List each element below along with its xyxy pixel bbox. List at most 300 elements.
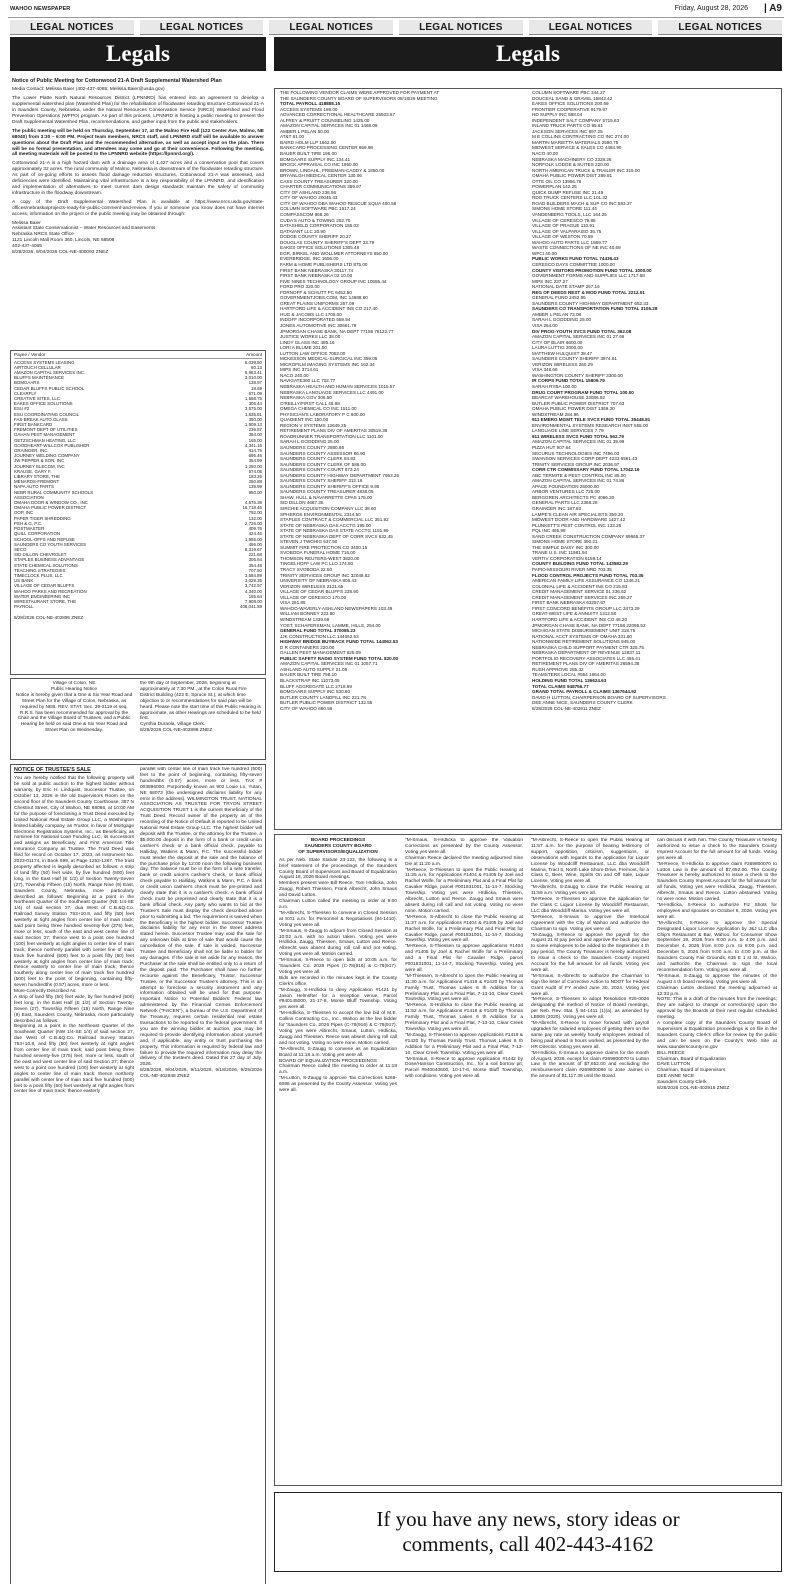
claim-line: VILLAGE OF CEDAR BLUFFS 238.90 <box>280 589 359 595</box>
claim-line: SWANSON SERVICES CORP DEPT 4233 6561.43 <box>532 456 638 462</box>
claim-line: LORI A BLUME 201.50 <box>280 345 327 351</box>
fund-total-line: GRAND TOTAL PAYROLL & CLAIMS 1367644.92 <box>532 689 637 695</box>
payee-amount: 456.00 <box>248 541 262 547</box>
claim-line: VISA 348.66 <box>532 367 558 373</box>
claim-line: NEBRASKA CHILD SUPPORT PAYMENT CTR 325.75 <box>532 644 644 650</box>
claim-line: ARBOR VENTURES LLC 725.00 <box>532 489 600 495</box>
claim-line: GENERAL FUND 2452.95 <box>532 295 586 301</box>
claim-line: NEBRASKA HEALTH AND HUMAN SERVICES 1015.57 <box>280 383 395 389</box>
payee-amount: 2,726.00 <box>244 520 262 526</box>
claim-line: REGION V SYSTEMS 12649.25 <box>280 422 347 428</box>
payee-amount: 707.50 <box>248 567 262 573</box>
news-tip-line-2: comments, call 402-443-4162 <box>402 1532 654 1556</box>
fund-total-line: HIGHWAY BRIDGE BUYBACK FUND TOTAL 144062.53 <box>280 639 398 645</box>
claim-line: AMAZON CAPITAL SERVICES INC 01 27.66 <box>532 334 625 340</box>
claim-line: HARTFORD LIFE & ACCIDENT INS CO 46.20 <box>532 616 628 622</box>
claim-line: DOUGLAS COUNTY SHERIFF'S DEPT 33.79 <box>280 239 375 245</box>
claim-line: VILLAGE OF CERESCO 79.85 <box>532 217 596 223</box>
claim-line: OTTE OIL CO 13956.76 <box>532 178 582 184</box>
claim-line: BUTLER COUNTY LANDFILL INC 221.78 <box>280 694 366 700</box>
payee-name: OOP, INC <box>14 510 34 516</box>
claim-line: SAUNDERS COUNTY COURT 873.24 <box>280 467 359 473</box>
claim-line: THE SAUNDERS COUNTY BOARD OF SUPERVISORS 08/18/26 MEETING <box>280 95 438 101</box>
table-row <box>14 604 262 609</box>
payee-amount: 6,963.41 <box>244 370 262 375</box>
claim-line: BAUER BUILT TIRE 196.00 <box>280 151 337 157</box>
fund-total-line: DRUG COURT PROGRAM FUND TOTAL 100.00 <box>532 389 634 395</box>
payee-amount: 3,742.57 <box>244 583 262 589</box>
colon-notice-left: Village of Colon, NE Public Hearing Notice Notice is hereby given that a One & Six Year Road and Street Plan for the Village of Colon, Nebraska, as required by NEB. REV. STAT. Sec. 39-2119 et seq. R.R.S. has been recommended for approval by the Chair and the Village Board of Trustees, and a Public Hearing be held on said One & Six Year Road and Street Plan on Wednesday, <box>15 681 133 734</box>
claim-line: JONES AUTOMOTIVE INC 30661.78 <box>280 322 357 328</box>
news-tip-line-1: If you have any news, story ideas or <box>376 1507 680 1531</box>
claim-line: APACE FOUNDATION 25000.00 <box>532 483 599 489</box>
claim-line: RUSH APPROVE 285.32 <box>532 666 584 672</box>
payee-amount: 18.69 <box>251 385 262 391</box>
claim-line: EAKES OFFICE SOLUTIONS 1305.48 <box>280 245 360 251</box>
trustee-sale-text: You are hereby notified that the following property will be sold at public auction to the highest bidder without warranty, by Eric H. Lindquist, Successor Trustee, on October 13, 2026 in the old Supervisors Room on the second floor of the Saunders County Courthouse, 387 N Chestnut Street, City of Wahoo, NE 68066, at 10:00 AM for the purpose of foreclosing a Trust Deed executed by United National Real Estate Group LLC, a Washington limited liability company, as Trustor, in favor of Mortgage Electronic Registration Systems, Inc., as Beneficiary, as nominee for National Loan Funding LLC, its successors and assigns as Beneficiary, and First American Title Insurance Company as Trustee. The Trust Deed was filed for record on October 17, 2023, as Instrument No. 2023-01174, in Book 599, at Page 1252-1267. The trust property affected is legally described as follows: A strip of land fifty (50) feet wide, by five hundred (500) feet long, in the East Half (E 1/2) of Section Twenty-Seven (27), Township Fifteen (15) North, Range Nine (9) East, Saunders County, Nebraska, more particularly described as follows: Beginning at a point in the Northeast Quarter of the Southeast Quarter (NE 1/4-SE 1/4) of said section 27, dua West of C.B.&Q.Co. Railroad Survey Station 753+10.8, and fifty (50) feet westerly at right angles from center line of main track; said point being three hundred seventy-five (375) feet, more or less, south of the east and west center line of said Section 27; thence west to a point one hundred (100) feet westerly at right angles to center line of main track; thence northerly parallel with center line of main track five hundred (500) feet to a point fifty (50) feet westerly at right angles from center line of main track; thence easterly to center line of main track; thence southerly along center line of main track five hundred (500) feet to the point of beginning, containing fifty-seven hundredths (0.57) acres, more or less. More-Correctly Described As: A strip of land fifty (50) feet wide, by five hundred (500) feet long, in the East Half (E 1/2) of Section Twenty-Seven (27), Township Fifteen (15) North, Range Nine (9) East, Saunders County, Nebraska, more particularly described as follows: Beginning at a point in the Northeast Quarter of the Southeast Quarter (NW 1/4-SE 1/4) of said section 27, due West of C.B.&Q.Co. Railroad Survey Station 753+10.8, and fifty (50) feet westerly at right angles from center line of main track; said point being three hundred seventy-five (375) feet, more or less, south of the east and west center line of said Section 27; thence west to a point one hundred (100) feet westerly at right angles to center line of main track; thence northerly parallel with center line of main track five hundred (500) feet to a point fifty (50) feet westerly at right angles from center line of main track; thence easterly <box>14 776 134 1095</box>
claim-line: SECURUS TECHNOLOGIES INC 7496.03 <box>532 450 620 456</box>
claim-line: BLACKSTRAP INC 11073.05 <box>280 677 340 683</box>
claim-line: NATIONWIDE RETIREMENT SOLUTIONS 945.00 <box>532 639 636 645</box>
fund-total-line: COUNTY VISITORS PROMOTION FUND TOTAL 1000.00 <box>532 267 652 273</box>
payee-amount: 4,341.16 <box>244 442 262 448</box>
payee-amount: 250.88 <box>248 479 262 485</box>
fund-total-line: IR CORPS FUND TOTAL 15809.79 <box>532 378 605 384</box>
claim-line: NORFOLK LODGE & SUITES 220.00 <box>532 162 610 168</box>
claim-line: WPCI 40.00 <box>532 250 557 256</box>
claim-line: EVERBRIDGE, INC 1656.00 <box>280 256 339 262</box>
payee-amount: 574.05 <box>248 468 262 474</box>
claim-line: SAND CREEK CONSTRUCTION COMPANY 89665.37 <box>532 533 645 539</box>
payee-name: STAPLES BUSINESS ADVANTAGE <box>14 557 85 563</box>
claim-line: SIRCHIE ACQUISITION COMPANY LLC 38.60 <box>280 506 377 512</box>
payee-amount: 165.00 <box>248 437 262 443</box>
claim-line: AT&T 61.00 <box>280 134 305 140</box>
claim-line: STEVEN J TWOHIG 537.50 <box>280 539 338 545</box>
claim-line: CITY OF WAHOO DBA WAHOO RESCUE SQUA 400.58 <box>280 200 397 206</box>
payee-amount: 305.44 <box>248 401 262 407</box>
payee-column-header: Payee / Vendor <box>14 352 46 357</box>
payee-name: SAUNDERS CO YOUTH SERVICES <box>14 541 87 547</box>
payee-amount: 132.00 <box>248 515 262 521</box>
claim-line: MARTIN MARIETTA MATERIALS 2590.75 <box>532 139 619 145</box>
payee-amount: 139.99 <box>248 484 262 490</box>
watershed-notice <box>12 78 264 346</box>
section-tab: LEGAL NOTICES <box>529 20 653 35</box>
section-tab: LEGAL NOTICES <box>140 20 264 35</box>
claim-line: RDO TRUCK CENTERS LLC 101.32 <box>532 195 608 201</box>
payee-name: GETZSCHMAN HEATING, LLC <box>14 437 76 443</box>
watershed-paragraph: Cottonwood 21-A is a high hazard dam with a drainage area of 1,427 acres and a conservation pool that covers approximately 32 acres. The rural community of Malmo, Nebraska is downstream of the floodwater retarding structure. As part of on-going efforts to assess flood damage reduction structures, Cottonwood 21-A was assessed, and deficiencies were identified. Maintaining vital infrastructure is a key responsibility of the LPNNRD, and identification and implementation of alternatives to meet current dam design standards maintain the safety of community infrastructure in the floodway downstream. <box>12 161 264 196</box>
claim-line: SVOBODA FUNERAL HOME 716.00 <box>280 550 356 556</box>
claim-line: NAVIGATE360 LLC 702.77 <box>280 378 336 384</box>
claim-line: VERIZON WIRELESS 260.29 <box>532 361 593 367</box>
payee-name: EAKES OFFICE SOLUTIONS <box>14 401 73 407</box>
payee-amount: 354.48 <box>248 562 262 568</box>
claim-line: PORTFOLIO RECOVERY ASSOCIATES LLC 455.41 <box>532 655 641 661</box>
claim-line: WINDSTREAM 1339.69 <box>280 616 330 622</box>
claim-line: THOMSON REUTERS-WEST 3820.00 <box>280 555 360 561</box>
claim-line: WILLIAM BONNEY 223.80 <box>280 611 335 617</box>
fund-total-line: REG OF DEEDS REST & MOD FUND TOTAL 2212.01 <box>532 289 645 295</box>
claim-line: DAVID H LUTTON, CHAIRPERSON BOARD OF SUPERVISORS <box>532 694 666 700</box>
section-tab: LEGAL NOTICES <box>10 20 134 35</box>
board-proceedings-col-2: "M-Smaus, S-Hrdlicka to approve the Valuation Corrections as presented by the County Assessor. Voting yes were all. Chairman Reece declared the meeting adjourned Sine Die at 11:20 a.m. "M-Reece, S-Thiessen to open the Public Hearing at 11:25 a.m. for Applications #1404 & #1405 by Joel and Rachel Wolfe, for a Preliminary Plat and a Final Plat for Cavalier Ridge, parcel #001831001, 11-14-7, Stocking Township. Voting yes were Hrdlicka, Thiessen, Albrecht, Lutton and Reece. Zaugg and Smaus were absent during roll call and not voting. Voting no were none. Motion carried. "M-Reece, S-Albrecht to close the Public Hearing at 11:27 a.m. for Applications #1404 & #1405 by Joel and Rachel Wolfe, for a Preliminary Plat and Final Plat for Cavalier Ridge, parcel #001831001, 11-14-7, Stocking Township. Voting yes were all. "M-Reece, S-Thiessen to approve applications #1404 and #1405 by Joel & Rachel Wolfe for a Preliminary and a Final Plat for Cavalier Ridge, parcel #001831001, 11-14-7, Stocking Township. Voting yes were all. "M-Thiessen, S-Albrecht to open the Public Hearing at 11:30 a.m. for Applications #1419 & #1420 by Thomas Family Trust, Thomas Lakes 6 th Addition for a Preliminary Plat and a Final Plat, 7-13-10, Clear Creek Township. Voting yes were all. "M-Reece, S-Hrdlicka to close the Public Hearing at 11:52 a.m. for Applications #1419 & #1420 by Thomas Family Trust, Thomas Lakes 6 th Addition for a Preliminary Plat and a Final Plat, 7-13-10, Clear Creek Township. Voting yes were all. "M-Zaugg, S-Thiessen to approve Applications #1419 & #1420 by Thomas Family Trust, Thomas Lakes 6 th Addition for a Preliminary Plat and a Final Plat, 7-13-10, Clear Creek Township. Voting yes were all. "M-Smaus, S-Reece to approve Application #1442 by Dose/Hanson Construction, Inc., for a soil borrow pit, Parcel #940040600, 10-17-6, Morse Bluff Township, with conditions. Voting yes were all. <box>405 838 523 1080</box>
payee-name: PAYROLL <box>14 604 34 610</box>
trustee-sale-left <box>14 767 134 1582</box>
claim-line: SHAW, HULL & NAVARRETTE CPAS 175.00 <box>280 494 373 500</box>
payee-name: TIMECLOCK PLUS, LLC <box>14 572 63 578</box>
payee-name: BLUFFS MAINTENANCE <box>14 375 65 381</box>
claim-line: SAUNDERS COUNTY HIGHWAY DEPARTMENT 7953.26 <box>280 472 400 478</box>
claim-line: GOVERNMENT FORMS AND SUPPLIES LLC 1717.58 <box>532 273 645 279</box>
payee-amount: 792.00 <box>248 510 262 516</box>
claim-line: ASHLAND AUTO SUPPLY 21.09 <box>280 666 348 672</box>
claim-line: OMAHA PUBLIC POWER DIST 1369.30 <box>532 406 615 412</box>
payee-name: VILLAGE OF CEDAR BLUFFS <box>14 583 75 589</box>
claim-line: NACO 40.00 <box>532 151 559 157</box>
claim-line: JPMORGAN CHASE BANK, NA DEPT 77158 22095.52 <box>532 622 646 628</box>
payee-amount: 138.97 <box>248 380 262 386</box>
claim-line: ABC TERMITE & PEST CONTROL INC 85.00 <box>532 472 626 478</box>
payee-name: ESU COORDINATING COUNCIL <box>14 411 80 417</box>
fund-total-line: PUBLIC WORKS FUND TOTAL 74436.43 <box>532 256 619 262</box>
payee-name: AIRTOUCH CELLULAR <box>14 364 61 370</box>
claim-line: THE FOLLOWING VENDOR CLAIMS WERE APPROVED FOR PAYMENT AT <box>280 90 440 95</box>
address-line: Melissa Baier <box>12 220 41 226</box>
claim-line: HD SUPPLY INC 688.04 <box>532 112 583 118</box>
payee-name: WATER ENGINEERING INC <box>14 593 71 599</box>
section-tabs <box>10 20 782 35</box>
payee-name: STATE CHEMICAL SOLUTIONS <box>14 562 78 568</box>
claim-line: LAURA LUTTIG 2000.00 <box>532 345 583 351</box>
claim-line: SAUNDERS COUNTY SHERIFF'S OFFICE 9.95 <box>280 483 380 489</box>
claim-line: LUTTON LAW OFFICE 7052.00 <box>280 350 346 356</box>
claim-line: TRACY SVOBODA 22.50 <box>280 567 332 573</box>
claim-line: BAUER BUILT TIRE 758.10 <box>280 672 337 678</box>
payee-name: MENARDS-FREMONT <box>14 479 60 485</box>
claim-line: MCKESSON MEDICAL-SURGICAL INC 359.05 <box>280 356 378 362</box>
claim-line: JUSTICE WORKS LLC 38.00 <box>280 334 341 340</box>
claim-line: PQL INC 465.98 <box>532 528 566 534</box>
watershed-address <box>12 221 264 256</box>
claim-line: MICHIGAN STATE DISBURSEMENT UNIT 318.75 <box>532 628 636 634</box>
claim-line: AMAZON CAPITAL SERVICES INC 01 39.99 <box>532 439 625 445</box>
claim-line: SAUNDERS COUNTY SHERIFF 3974.61 <box>532 356 617 362</box>
payee-name: SECO <box>14 546 27 552</box>
claim-line: ROAD BUILDERS MACH & SUP CO INC 593.37 <box>532 200 632 206</box>
claim-line: NEBRASKA.GOV 306.50 <box>280 395 332 401</box>
claim-line: MIPS INC 237.27 <box>532 278 568 284</box>
board-proceedings-col-4: can discuss it with him. The County Treasurer is hereby authorized to issue a check to the Saunders County Imprest Account for the full amount for all funds. Voting yes were all. "M-Reece, S-Hrdlicka to approve claim #269800070 to Lutton Law in the amount of $7,652.00. The County Treasurer is hereby authorized to issue a check to the Saunders County Imprest Account for the full amount for all funds. Voting yes were Hrdlicka, Zaugg, Thiessen, Albrecht, Smaus and Reece. Lutton abstained. Voting no were none. Motion carried. "M-Hrdlicka, S-Reece to authorize Fiz Shots for employees and spouses on October 6, 2026. Voting yes were all. "M-Albrecht, S-Reece to approve the Special Designated Liquor License Application by J&J LLC dba Chip's Restaurant & Bar, Wahoo, for Consumer Show September 19, 2026 from 9:00 a.m. to 4:00 p.m. and December 4, 2026 from 6:00 p.m. to 8:00 p.m. and December 5, 2026 from 9:00 a.m. to 4:00 p.m. at the Saunders County Fair Grounds, 635 E 1 st St, Wahoo, and authorize the Chairman to sign the local recommendation form. Voting yes were all. "M-Smaus, S-Zaugg to approve the minutes of the August 4 th board meeting. Voting yes were all. Chairman Lutton declared the meeting adjourned at 12:33 p.m. NOTE: This is a draft of the minutes from the meetings; they are subject to change or correction(s) upon the approval by the Boards at their next regular scheduled meeting. A complete copy of the Saunders County Board of Supervisors & Equalization proceedings is on file in the Saunders County Clerk's office for review by the public and can be seen on the County's Web Site at www.saunderscounty.ne.gov BILL REECE Chairman, Board of Equalization DAVE LUTTON Chairman, Board of Supervisors DEE ANNE NICE Saunders County Clerk 8/28/2026 COL-NE-402916 ZNEZ <box>657 838 777 1092</box>
claim-line: DEE ANNE NICE, SAUNDERS COUNTY CLERK <box>532 700 633 706</box>
claims-column-1 <box>280 90 526 828</box>
claim-line: CITY OF ASHLAND 236.56 <box>280 189 337 195</box>
claim-line: ACCESS SYSTEMS 189.00 <box>280 106 338 112</box>
claim-line: TRINITY SERVICES GROUP INC 2036.97 <box>532 461 620 467</box>
payee-table-footer: 8/28/2026 COL-NE-402895 ZNEZ <box>14 615 84 621</box>
address-line: 8/28/2026, 9/04/2026 COL-NE-400093 ZNEZ <box>12 250 109 256</box>
watershed-meeting-paragraph: The public meeting will be held on Thursday, September 17, at the Malmo Fire Hall (122 Center Ave, Malmo, NE 68040) from 3:30 – 6:00 PM. Project team members, NRCS staff, and LPNNRD staff will be available to answer questions about the Draft Plan and the recommended alternative, as well as accept input on the plan. There will be no formal presentation, and attendees may come and go at their convenience. Following the meeting, all meeting materials will be posted to the LPNNRD website (https://lpnnrd.org/). <box>12 128 264 158</box>
claim-line: CREDIT MANAGEMENT SERVICES INC 266.27 <box>532 594 633 600</box>
section-tab: LEGAL NOTICES <box>658 20 782 35</box>
claim-line: NACO 240.00 <box>280 372 309 378</box>
payee-amount: 3,584.89 <box>244 572 262 578</box>
payee-amount: 364.00 <box>248 432 262 438</box>
claim-line: NEBRASKA LANGUAGE SERVICES LLC 4491.00 <box>280 389 384 395</box>
payee-amount: 4,340.00 <box>244 588 262 594</box>
claim-line: TEAMSTERS LOCAL #554 1664.00 <box>532 672 606 678</box>
payee-name: BOMGAARS <box>14 380 40 386</box>
claim-line: BERGGREN ARCHITECTS PC 4066.20 <box>532 494 615 500</box>
payee-amount: 950.00 <box>248 489 262 495</box>
payee-name: FAS-BREAK AUTO GLASS <box>14 416 68 422</box>
payee-amount: 8,319.67 <box>244 546 262 552</box>
claim-line: STAPLES CONTRACT & COMMERCIAL LLC 351.92 <box>280 517 389 523</box>
claim-line: FIRST CONCORD BENEFITS GROUP LLC 3473.29 <box>532 605 640 611</box>
claim-line: DATASHIELD CORPORATION 155.03 <box>280 223 359 229</box>
claim-line: BANKCARD PROCESSING CENTER 669.98 <box>280 145 373 151</box>
claim-line: AMAZON CAPITAL SERVICES INC 01 74.86 <box>532 478 625 484</box>
payee-table-header <box>14 352 262 359</box>
claim-line: PAPIO-MISSOURI RIVER NRD 703.35 <box>532 567 612 573</box>
payee-amount: 414.75 <box>248 448 262 454</box>
claim-line: HARTFORD LIFE & ACCIDENT INS CO 217.40 <box>280 306 378 312</box>
payee-rows <box>14 360 262 610</box>
claim-line: PIZZA HUT 907.64 <box>532 445 571 450</box>
payee-name: OMAHA PUBLIC POWER DISTRICT <box>14 505 87 511</box>
claim-line: CUDA'S AUTO & TOWING 252.70 <box>280 217 351 223</box>
page-number: | A9 <box>763 3 782 14</box>
claim-line: AMAZON CAPITAL SERVICES INC 01 1468.09 <box>280 123 378 129</box>
payee-name: AMAZON CAPITAL SERVICES INC. <box>14 370 86 375</box>
claim-line: QUICK DUMP REFUSE INC 31.49 <box>532 189 604 195</box>
claim-line: GENERAL PARTS LLC 2368.28 <box>532 500 598 506</box>
claim-line: GALLEN PEST MANAGEMENT 625.09 <box>280 650 361 656</box>
claim-line: JPMORGAN CHASE BANK, NA DEPT 77158 78122.77 <box>280 328 394 334</box>
claim-line: SAUNDERS COUNTY TREASURER 4838.05 <box>280 489 374 495</box>
claim-line: SARAH L GOODDING 25.00 <box>532 317 592 323</box>
claim-line: ALFREY & PRUITT COUNSELING 1425.00 <box>280 117 370 123</box>
fund-total-line: PUBLIC SAFETY RADIO SYSTEM FUND TOTAL 820.00 <box>280 655 399 661</box>
claim-line: SAUNDERS COUNTY 2880.86 <box>280 445 344 450</box>
claim-line: OMAHA PUBLIC POWER DIST 289.81 <box>532 173 613 179</box>
claim-line: NORTH AMERICAN TRUCK & TRAILER INC 315.00 <box>532 167 640 173</box>
claim-line: BAIRD HOLM LLP 1662.00 <box>280 139 336 145</box>
payee-amount: 409.76 <box>248 526 262 532</box>
payee-table <box>14 352 262 672</box>
claim-line: BRYANLGH MEDICAL CENTER 130.06 <box>280 173 362 179</box>
amount-column-header: Amount <box>246 352 262 357</box>
board-proceedings-col-1 <box>279 838 397 1483</box>
claim-line: PLUNKETT'S PEST CONTROL INC 133.26 <box>532 522 622 528</box>
payee-amount: 4,676.38 <box>244 500 262 506</box>
payee-amount: 60.13 <box>251 364 262 370</box>
payee-amount: 350.00 <box>248 416 262 422</box>
payee-amount: 221.68 <box>248 552 262 558</box>
payee-name: PSH & G, P.C. <box>14 520 43 526</box>
claim-line: DODGE COUNTY SHERIFF 20.27 <box>280 234 352 240</box>
trustee-sale-right: parallel with center line of main track five hundred (500) feet to the point of beginning, containing fifty-seven hundredths (0.57) acres, more or less. TAX # 003896000. Purportedly known as 902 Louie Ln, Yutan, NE 68073 (the undersigned disclaims liability for any error in the address). WILMINGTON TRUST, NATIONAL ASSOCIATION AS TRUSTEE FOR TRYON STREET ACQUISITION TRUST 1 is the current Beneficiary of the Trust Deed. Record owner of the property as of the recording of the Notice of Default is reported to be United National Real Estate Group LLC. The highest bidder will deposit with the Trustee, or the attorney for the Trustee, a $5,000.00 deposit in the form of a bank or credit union cashier's check or a bank official check, payable to Halliday, Watkins & Mann, P.C. The successful bidder must tender the deposit at the sale and the balance of the purchase price by 12:00 noon the following business day. The balance must be in the form of a wire transfer, bank or credit union's cashier's check, or bank official check payable to Halliday, Watkins & Mann, P.C. A bank or credit union cashier's check must be pre-printed and clearly state that it is a cashier's check. A bank official check must be preprinted and clearly state that it is a bank official check. Any party who wants to bid at the Trustee's Sale must display the check described above prior to submitting a bid. The requirement is waived when the Beneficiary is the highest bidder. Successor Trustee disclaims liability for any error in the street address stated herein. Successor Trustee may void the sale for any unknown bids at time of sale that would cause the cancellation of the sale. If sale is voided, Successor Trustee and Beneficiary shall not be liable to bidder for any damages. If the sale is set aside for any reason, the Purchaser at the sale shall be entitled only to a return of the deposit paid. The Purchaser shall have no further recourse against the Beneficiary, Trustor, Successor Trustee, or the Successor Trustee's attorney. This is an attempt to foreclose a security instrument and any information obtained will be used for that purpose. Important Notice to Potential Bidders: Federal law administered by the Financial Crimes Enforcement Network ("FinCEN"), a bureau of the U.S. Department of the Treasury, requires certain residential real estate transactions to be reported to the federal government. If you are the winning bidder at auction, you may be required to provide identifying information about yourself and, if applicable, any entity or trust purchasing the property. This information is required by federal law and failure to provide the required information may delay the delivery of the trustee's deed. Dated this 27 day of July, 2026. 8/28/2026, 9/04/2026, 9/11/2026, 9/18/2026, 9/25/2026 COL-NE-402848 ZNEZ <box>140 767 262 1080</box>
claim-line: LINDY GLASS INC 485.16 <box>280 339 335 345</box>
claim-line: WASTE CONNECTIONS OF NE INC 40.69 <box>532 245 621 251</box>
section-tab: LEGAL NOTICES <box>399 20 523 35</box>
claim-line: MIDWEST DOOR AND HARDWARE 1427.42 <box>532 517 626 523</box>
payee-name: ACCESS SYSTEMS LEASING <box>14 359 75 365</box>
colon-notice-right: the 9th day of September, 2026, beginning at approximately at 7:30 PM., at the Colon Rural Fire District Building (422 E. Spruce St.), at which time objection to or recommendations for said plan will be heard. Please note the start time of this Public Hearing is approximate, as other Hearings are scheduled to be held first. Cynthia Duraola, Village Clerk. 8/28/2026 COL-NE-402898 ZNEZ <box>140 681 261 734</box>
payee-amount: 1,568.75 <box>244 396 262 402</box>
board-title: BOARD PROCEEDINGS <box>310 838 366 843</box>
claim-line: GREAT PLAINS UNIFORMS 267.09 <box>280 300 355 306</box>
claim-line: LAMPE'S CLEAN AIR SPECIALISTS 359.20 <box>532 511 624 517</box>
claim-line: SAUNDERS COUNTY HIGHWAY DEPARTMENT 652.33 <box>532 300 649 306</box>
claim-line: LANGUAGE LINE SERVICES 7.79 <box>532 428 604 434</box>
claim-line: SID DILLON 4687.35 <box>280 500 324 506</box>
claim-line: EGR, BIRKEL AND WOLLMER ATTORNEYS 650.00 <box>280 250 388 256</box>
watershed-paragraph: A copy of the Draft Supplemental Watershed Plan is available at https://www.nrcs.usda.gov/state-offices/nebraska/projects-ready-for-public-comment-and-review. If you or someone you know does not have internet access, information on the project or the public meeting may be obtained through: <box>12 199 264 217</box>
claim-line: D R CONTAINERS 220.00 <box>280 644 335 650</box>
board-subtitle: SAUNDERS COUNTY BOARD <box>304 843 372 849</box>
claim-line: RETIREMENT PLANS DIV OF AMERITAS 30519.36 <box>280 428 388 434</box>
claim-line: TRINITY SERVICES GROUP INC 32048.62 <box>280 572 370 578</box>
payee-amount: 424.46 <box>248 531 262 537</box>
claim-line: VISA 264.00 <box>532 322 558 328</box>
fund-total-line: SAUNDERS CO TRANSPORTATION FUND TOTAL 3105.28 <box>532 306 658 312</box>
fund-total-line: GENERAL FUND TOTAL 370085.23 <box>280 628 356 634</box>
claim-line: ROADRUNNER TRANSPORTATION LLC 1101.00 <box>280 433 383 439</box>
claim-line: ADVANCED CORRECTIONAL HEALTHCARE 25933.57 <box>280 112 396 118</box>
payee-name: CEDAR BLUFFS PUBLIC SCHOOL <box>14 385 85 391</box>
payee-amount: 7,908.00 <box>244 598 262 604</box>
claim-line: M E COLLINS CONTRACTING CO INC 274.00 <box>532 134 629 140</box>
payee-amount: 3,575.00 <box>244 406 262 412</box>
payee-name: WIRESTAURANT STORE, THE <box>14 598 77 604</box>
payee-name: JOURNEY ELECOM, INC <box>14 463 65 469</box>
payee-name: SCHOOL-OFFS AND REFUSE <box>14 536 75 542</box>
claim-line: CASS COUNTY TREASURER 320.00 <box>280 178 358 184</box>
claim-line: AMBER L PELAN 50.00 <box>280 128 330 134</box>
claim-line: RETIREMENT PLANS DIV OF AMERITAS 26594.38 <box>532 661 640 667</box>
legals-banner-left: Legals <box>10 37 266 71</box>
board-proceedings-col-3: "M-Albrecht, S-Reece to open the Public Hearing at 11:57 a.m. for the purpose of hearing testimony of support, opposition, criticism, suggestions, or observations with regards to the application for Liquor License by Woodcliff Restaurant, LLC dba Woodcliff Marina, Tract 5, North Lake Shore Drive, Fremont, for a Class C, Beer, Wine, Spirits On and Off Sale, Liquor License. Voting yes were all. "M-Albrecht, S-Zaugg to close the Public Hearing at 11:59 a.m. Voting yes were all. "M-Reece, S-Thiessen to approve the application for the Class C Liquor License by Woodcliff Restaurant, LLC dba Woodcliff Marina. Voting yes were all. "M-Reece, S-Smaus to approve the Interlocal Agreement with the City of Wahoo and authorize the Chairman to sign. Voting yes were all. "M-Zaugg, S-Reece to approve the payroll for the August 21 st pay period and approve the back pay due to some employees to be added to the September 4 th pay period. The County Treasurer is hereby authorized to issue a check to the Saunders County Imprest Account for the full amount for all funds. Voting yes were all. "M-Smaus, S-Albrecht to authorize the Chairman to sign the letter of Corrective Action to NDOT for Federal Grant Audit of FY ended June 30, 2024. Voting yes were all. "M-Reece, S-Thiessen to adopt Resolution #26-0026 designating the method of Notice of Board meetings, per Neb. Rev. Stat. § 84-1411 (1)(a), as amended by LB906 (2020). Voting yes were all. "M-Albrecht, S-Reece to move forward with payroll upgrades for salaried employees of getting them on the same pay rate as weekly hourly employees instead of being paid ahead in hours worked, as presented by the HR Director. Voting yes were all. "M-Hrdlicka, S-Smaus to approve claims for the month of August, 2026, except for claim #269800070 to Lutton Law in the amount of $7,652.00 and excluding the reimbursement claim #269800086 to Jose Jaimes in the amount of $1,117.39 until the Board <box>531 838 649 1080</box>
claim-line: FORD PRO 320.00 <box>280 284 320 290</box>
claim-line: BUTLER PUBLIC POWER DISTRICT 707.63 <box>532 400 625 406</box>
fund-total-line: COUNTY BUILDING FUND TOTAL 143582.29 <box>532 561 628 567</box>
payee-name: FIRST BANKCARD <box>14 422 53 428</box>
claim-line: FIVE NINES TECHNOLOGY GROUP INC 10555.44 <box>280 278 387 284</box>
claim-line: UNIVERSITY OF NEBRASKA 806.43 <box>280 578 357 584</box>
claim-line: VILLAGE OF PRAGUE 110.91 <box>532 223 595 229</box>
payee-name: LIBRARY STORE, THE <box>14 474 61 480</box>
fund-total-line: 911 WIRELESS SVCS FUND TOTAL 562.79 <box>532 433 624 439</box>
watershed-notice-title: Notice of Public Meeting for Cottonwood 21-A Draft Supplemental Watershed Plan <box>12 78 222 84</box>
claim-line: VISA 261.85 <box>280 600 306 606</box>
watershed-contact: Media Contact: Melissa Baier (402-437-4065; Melissa.Baier@usda.gov) <box>12 87 165 93</box>
payee-amount: 6,039.50 <box>244 359 262 365</box>
claim-line: JJK CONSTRUCTION LLC 144062.53 <box>280 633 359 639</box>
news-tip-ad <box>274 1492 782 1572</box>
fund-total-line: TOTAL PAYROLL 418888.15 <box>280 101 341 107</box>
claim-line: O'REILLY/FIRST CALL 45.98 <box>280 400 340 406</box>
claims-column-2 <box>532 90 778 828</box>
claim-line: FARM & HOME PUBLISHERS LTD 875.00 <box>280 261 368 267</box>
payee-amount: 408,041.59 <box>240 604 262 610</box>
claim-line: COLONIAL LIFE & ACCIDENT INS CO 215.83 <box>532 583 628 589</box>
claim-line: STATE OF NEBRASKA DAS ACCTG 195.00 <box>280 522 371 528</box>
claim-line: MICROFILM IMAGING SYSTEMS INC 162.34 <box>280 361 375 367</box>
claim-line: SAUNDERS COUNTY ASSESSOR 86.90 <box>280 450 366 456</box>
claim-line: VANDENBERG TOOLS, LLC 164.25 <box>532 212 607 218</box>
fund-total-line: HOLDING FUND TOTAL 136624.63 <box>532 677 607 683</box>
claim-line: COLUMN SOFTWARE PBC 1517.24 <box>280 206 356 212</box>
payee-amount: 1,635.81 <box>244 411 262 417</box>
claim-line: JACKSON SERVICES INC 697.25 <box>532 128 603 134</box>
claim-line: SPHEROS ENVIRONMENTAL 2314.50 <box>280 511 361 517</box>
masthead <box>0 0 792 18</box>
claim-line: OMEGA CHEMICAL CO INC 1511.00 <box>280 406 357 412</box>
payee-name: GOODHEART-WILLCOX PUBLISHER <box>14 442 90 448</box>
claim-line: NEBRASKA DEPARTMENT OF REVENUE 12837.11 <box>532 650 641 656</box>
claim-line: TINGELHOFF LAW PC LLO 174.50 <box>280 561 354 567</box>
claim-line: YOST, SCHAFERSMAN, LAMME, HILLS, 254.00 <box>280 622 381 628</box>
claim-line: QUADIENT INC 150.00 <box>280 417 329 423</box>
claim-line: BOMGAARS SUPPLY INC 530.60 <box>280 689 351 695</box>
address-line: 402-437-4065 <box>12 244 42 250</box>
payee-name: ESU #2 <box>14 406 30 412</box>
payee-name: CREATIVE SITES, LLC <box>14 396 61 402</box>
claim-line: INDOFF INCORPORATED 559.94 <box>280 317 351 323</box>
payee-name: US BANK <box>14 578 34 584</box>
claim-line: CHARTER COMMUNICATIONS 359.97 <box>280 184 362 190</box>
payee-amount: 16,718.46 <box>242 505 262 511</box>
address-line: Assistant State Conservationist – Water Resources and Easements <box>12 226 156 232</box>
claim-line: SUMMIT FIRE PROTECTION CO 3400.15 <box>280 544 368 550</box>
claim-line: BROCK APPRAISAL CO INC 1950.00 <box>280 162 358 168</box>
claim-line: CITY OF BLAIR 6600.00 <box>532 339 583 345</box>
claim-line: INDEPENDENT SALT COMPANY 5715.63 <box>532 117 620 123</box>
payee-name: GAHAN PEST MANAGEMENT <box>14 432 75 438</box>
claim-line: AMAZON CAPITAL SERVICES INC 01 1057.71 <box>280 661 378 667</box>
claim-line: PHYSICIAN'S LABORATORY P C 600.00 <box>280 411 365 417</box>
claim-line: WINDSTREAM 284.96 <box>532 411 579 417</box>
payee-name: FREMONT DEPT OF UTILITIES <box>14 427 78 433</box>
payee-name: NAPA AUTO PARTS <box>14 484 54 490</box>
watershed-paragraph: The Lower Platte North Natural Resources District (LPNNRD) has entered into an agreement to develop a supplemental watershed plan (Watershed Plan) for the rehabilitation of floodwater retarding structure Cottonwood 21-A in Saunders County, Nebraska, under the Natural Resources Conservation Service (NRCS) Watershed and Flood Prevention Operations (WFPO) program. As part of this process, LPNNRD is hosting a public meeting to present the Draft Supplemental Watershed Plan, recommendations, and gather input from the public and stakeholders. <box>12 96 264 125</box>
payee-amount: 1,909.13 <box>244 422 262 428</box>
claim-line: COLUMN SOFTWARE PBC 344.27 <box>532 90 606 95</box>
payee-name: SID DILLON CHEVROLET <box>14 552 67 558</box>
payee-name: QUILL CORPORATION <box>14 531 61 537</box>
claim-line: GRAINGER INC 187.93 <box>532 506 582 512</box>
claim-line: MIDWEST SERVICE & SALES CO 4484.90 <box>532 145 622 151</box>
payee-amount: 306.64 <box>248 557 262 563</box>
claim-line: HUG & JACOBS LLC 1705.00 <box>280 311 342 317</box>
claim-line: CREDIT MANAGEMENT SERVICE 01 236.62 <box>532 589 627 595</box>
fund-total-line: CORR CTR COMMISSARY FUND TOTAL 17042.16 <box>532 467 640 473</box>
claim-line: SAUNDERS COUNTY CLERK OF 586.00 <box>280 461 366 467</box>
claim-line: NATIONAL DATE STAMP 257.16 <box>532 284 600 290</box>
claim-line: FIRST BANK NEBRASKA 30117.74 <box>280 267 354 273</box>
fund-total-line: TOTAL CLAIMS 948756.77 <box>532 683 589 689</box>
claim-line: SARAH L GOODDING 25.00 <box>280 439 340 445</box>
payee-name: WAHOO PARKS AND RECREATION <box>14 588 87 594</box>
claim-line: CITY OF WAHOO 660.56 <box>280 705 333 711</box>
claim-line: SIMONS HOME STORE 111.44 <box>532 206 597 212</box>
claim-line: BROWN, LINDAHL, FREEMAN-CADDY & 1850.00 <box>280 167 385 173</box>
section-tab: LEGAL NOTICES <box>269 20 393 35</box>
trustee-sale-title: NOTICE OF TRUSTEE'S SALE <box>14 767 91 773</box>
claim-line: WAHOO-WAVERLY-ASHLAND NEWSPAPERS 103.49 <box>280 605 393 611</box>
